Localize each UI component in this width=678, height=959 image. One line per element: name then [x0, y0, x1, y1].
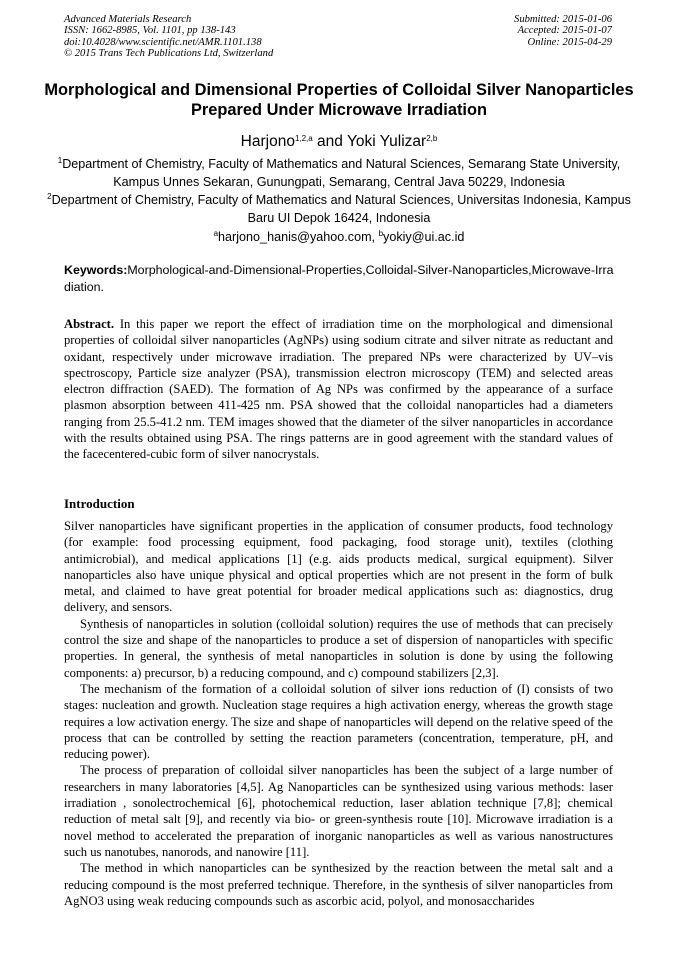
keywords-label: Keywords:	[64, 263, 128, 277]
paragraph: Silver nanoparticles have significant properties in the application of consumer products, food technology (for example: food processing equipment, food packaging, food storage unit), textiles (clothing antimicrobial), and medical applications [1] (e.g. aids products medical, surgical equipment). Silver nanoparticles also have unique physical and optical properties which are not present in the form of bulk metal, and claimed to have great potential for broader medical applications such as: diagnostics, drug delivery, and sensors.	[64, 519, 613, 615]
journal-info	[64, 14, 273, 60]
abstract-label: Abstract.	[64, 317, 115, 331]
aff-text: Department of Chemistry, Faculty of Mathematics and Natural Sciences, Universitas Indonesia, Kampus Baru UI Depok 16424, Indonesia	[51, 193, 631, 225]
doi: doi:10.4028/www.scientific.net/AMR.1101.138	[64, 36, 262, 48]
author-and: and	[312, 133, 347, 150]
email-sup: a	[213, 229, 219, 238]
introduction-heading: Introduction	[64, 496, 135, 511]
accepted-date: Accepted: 2015-01-07	[517, 25, 612, 37]
emails	[40, 228, 638, 246]
email-a[interactable]: harjono_hanis@yahoo.com,	[218, 230, 379, 244]
journal-name: Advanced Materials Research	[64, 14, 192, 25]
email-sup: b	[378, 229, 384, 238]
dates-info	[514, 14, 612, 48]
introduction-body	[64, 518, 613, 909]
paragraph: The mechanism of the formation of a colloidal solution of silver ions reduction of (I) consists of two stages: nucleation and growth. Nucleation stage requires a high activation energy, whereas the growth stage requires a low activation energy. The size and shape of nanoparticles will depend on the relative speed of the process that can be controlled by setting the reaction parameters (concentration, temperature, pH, and reducing power).	[64, 681, 613, 762]
affiliation-1	[40, 155, 638, 191]
submitted-date: Submitted: 2015-01-06	[514, 14, 612, 25]
aff-sup: 1	[57, 156, 63, 165]
paper-title: Morphological and Dimensional Properties of Colloidal Silver Nanoparticles Prepared Under Microwave Irradiation	[44, 81, 634, 119]
copyright: © 2015 Trans Tech Publications Ltd, Switzerland	[64, 48, 274, 60]
paragraph: Synthesis of nanoparticles in solution (colloidal solution) requires the use of methods that can precisely control the size and shape of the nanoparticles to produce a set of dispersion of nanoparticles with specific properties. In general, the synthesis of metal nanoparticles in solution is done by using the following components: a) precursor, b) a reducing compound, and c) compound stabilizers [2,3].	[64, 616, 613, 680]
author-1-sup: 1,2,a	[294, 134, 313, 143]
author-1: Harjono	[240, 133, 295, 150]
paragraph: The process of preparation of colloidal silver nanoparticles has been the subject of a large number of researchers in many laboratories [4,5]. Ag Nanoparticles can be synthesized using various methods: laser irradiation , sonolectrochemical [6], photochemical reduction, laser ablation technique [7,8]; chemical reduction of metal salt [9], and recently via bio- or green-synthesis route [10]. Microwave irradiation is a novel method to accelerated the preparation of inorganic nanoparticles as well as various nanostructures such us nanotubes, nanorods, and nanowire [11].	[64, 763, 613, 859]
affiliation-2	[40, 191, 638, 227]
keywords-text: Morphological-and-Dimensional-Properties,Colloidal-Silver-Nanoparticles,Microwave-Irradiation.	[64, 263, 614, 294]
abstract-text: In this paper we report the effect of irradiation time on the morphological and dimensional properties of colloidal silver nanoparticles (AgNPs) using sodium citrate and silver nitrate as reductant and oxidant, respectively under microwave irradiation. The prepared NPs were characterized by UV–vis spectroscopy, Particle size analyzer (PSA), transmission electron microscopy (TEM) and selected areas electron diffraction (SAED). The formation of Ag NPs was confirmed by the appearance of a surface plasmon absorption between 411-425 nm. PSA showed that the colloidal nanoparticles had a diameters ranging from 25.5-41.2 nm. TEM images showed that the diameter of the silver nanoparticles in accordance with the results obtained using PSA. The rings patterns are in good agreement with the standard values of the facecentered-cubic form of silver nanocrystals.	[64, 317, 613, 462]
aff-text: Department of Chemistry, Faculty of Mathematics and Natural Sciences, Semarang State University, Kampus Unnes Sekaran, Gunungpati, Semarang, Central Java 50229, Indonesia	[62, 157, 621, 189]
paragraph: The method in which nanoparticles can be synthesized by the reaction between the metal salt and a reducing compound is the most preferred technique. Therefore, in the synthesis of silver nanoparticles from AgNO3 using weak reducing compounds such as ascorbic acid, polyol, and monosaccharides	[64, 861, 613, 908]
issn: ISSN: 1662-8985, Vol. 1101, pp 138-143	[64, 25, 236, 37]
online-date: Online: 2015-04-29	[527, 36, 612, 48]
abstract	[64, 316, 613, 463]
email-b[interactable]: yokiy@ui.ac.id	[383, 230, 465, 244]
aff-sup: 2	[47, 192, 52, 201]
author-2: Yoki Yulizar	[346, 133, 427, 150]
authors	[0, 133, 678, 151]
keywords	[64, 262, 614, 296]
author-2-sup: 2,b	[426, 134, 438, 143]
